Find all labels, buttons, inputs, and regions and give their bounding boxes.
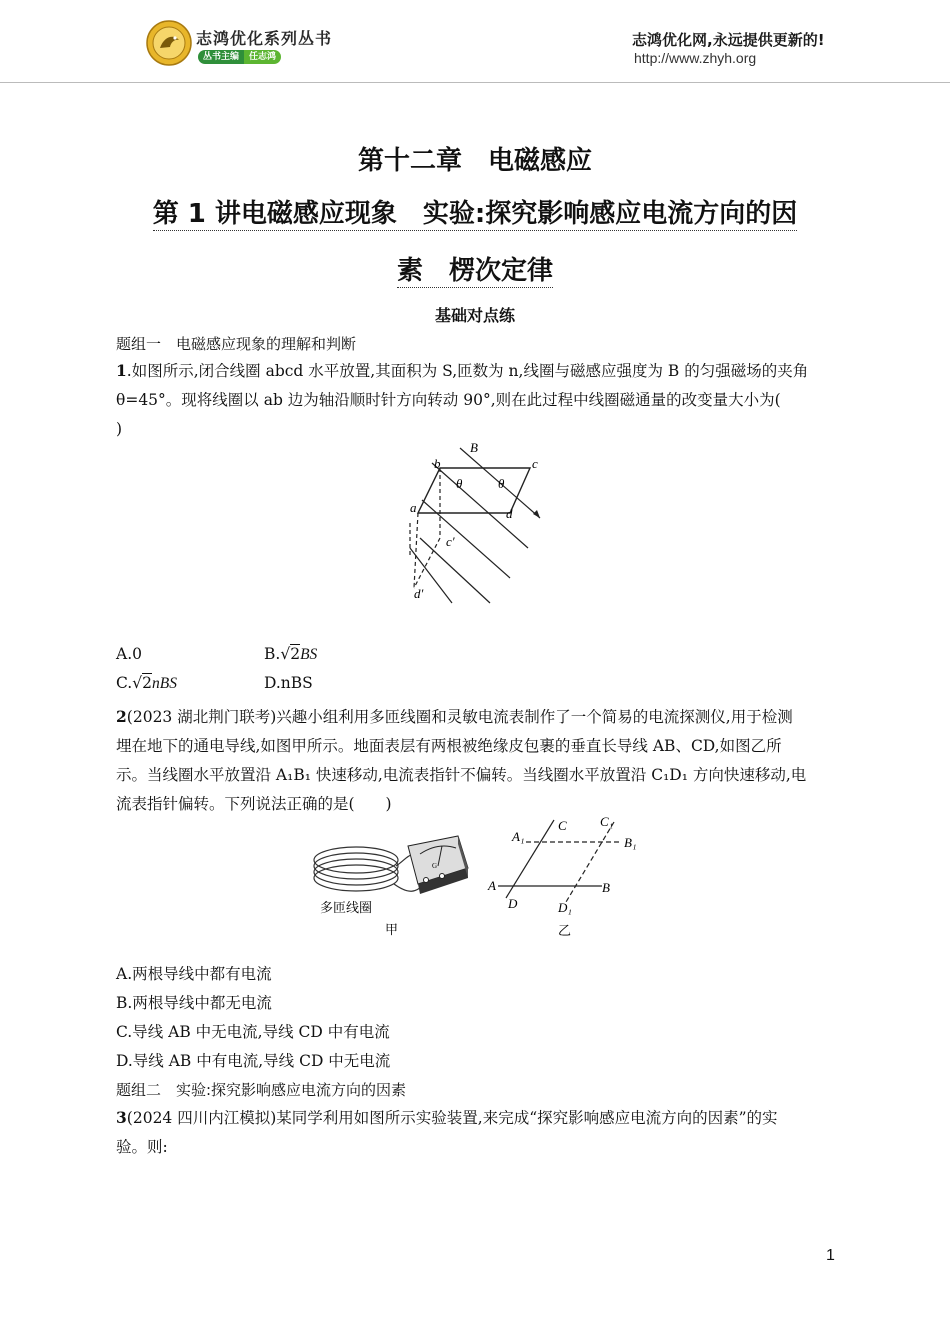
editor-name: 任志鸿 [244,50,281,64]
q2-stem-line4: 流表指针偏转。下列说法正确的是( ) [116,795,392,813]
label-D1: D₁ [558,900,572,915]
label-a: a [410,500,417,515]
section-title: 基础对点练 [434,306,515,325]
fig-jia-label: 甲 [385,922,399,937]
label-d: d [506,506,513,521]
label-B1: B₁ [624,835,637,850]
site-url[interactable]: http://www.zhyh.org [634,50,757,66]
coil-abcd [418,468,530,513]
q3-source: (2024 四川内江模拟) [126,1109,277,1127]
field-line [420,538,490,603]
q2-stem-line2: 埋在地下的通电导线,如图甲所示。地面表层有两根被绝缘皮包裹的垂直长导线 AB、CD,如图乙所 [116,737,782,755]
q1-stem-line2: θ=45°。现将线圈以 ab 边为轴沿顺时针方向转动 90°,则在此过程中线圈磁通量的改变量大小为( [116,391,781,409]
coil-caption: 多匝线圈 [320,900,373,915]
label-c: c [532,456,538,471]
page-number: 1 [826,1247,835,1264]
q1-stem-line1: .如图所示,闭合线圈 abcd 水平放置,其面积为 S,匝数为 n,线圈与磁感应强度为 B 的匀强磁场的夹角 [126,362,809,380]
question-1 [116,356,836,444]
question-2 [116,702,836,819]
label-b: b [434,456,441,471]
fig-yi-label: 乙 [558,923,572,938]
q1-option-b[interactable]: B.√2BS [264,645,318,663]
q2-option-b[interactable]: B.两根导线中都无电流 [116,994,272,1012]
field-line [422,500,510,578]
coil-rotated-edge [414,513,418,588]
coil-turn [314,859,398,885]
question-3 [116,1103,836,1162]
slogan: 志鸿优化网,永远提供更新的! [632,31,825,49]
group1-title: 题组一 电磁感应现象的理解和判断 [116,335,357,353]
label-C: C [558,818,567,833]
label-B: B [470,440,478,455]
editor-label: 丛书主编 [198,50,244,64]
q1-figure [400,438,560,608]
q1-option-a[interactable]: A.0 [116,645,142,663]
q2-option-d[interactable]: D.导线 AB 中有电流,导线 CD 中无电流 [116,1052,391,1070]
q2-stem-line1: 兴趣小组利用多匝线圈和灵敏电流表制作了一个简易的电流探测仪,用于检测 [276,708,793,726]
header-divider [0,82,950,83]
lesson-title [125,186,825,300]
editor-tag [198,50,281,64]
q1-number: 1 [116,361,127,380]
q1-option-c[interactable]: C.√2nBS [116,674,177,692]
q2-figure-jia [308,828,478,940]
lesson-title-line1: 第 1 讲电磁感应现象 实验:探究影响感应电流方向的因 [152,199,798,229]
coil-turn [314,853,398,879]
q2-stem-line3: 示。当线圈水平放置沿 A₁B₁ 快速移动,电流表指针不偏转。当线圈水平放置沿 C₁D₁ 方向快速移动,电 [116,766,807,784]
q3-number: 3 [116,1108,127,1127]
q1-option-d[interactable]: D.nBS [264,674,313,692]
label-B: B [602,880,610,895]
q2-number: 2 [116,707,127,726]
label-c-prime: c′ [446,534,455,549]
q2-source: (2023 湖北荆门联考) [126,708,277,726]
lesson-title-line2: 素 楞次定律 [396,256,553,286]
label-D: D [508,896,518,911]
q2-figure-yi [484,810,644,942]
meter-letter: G [432,862,438,870]
publisher-logo [146,20,192,66]
galvanometer [408,836,468,894]
series-title: 志鸿优化系列丛书 [196,29,333,48]
coil-turn [314,865,398,891]
field-arrowhead [533,510,540,518]
q2-option-a[interactable]: A.两根导线中都有电流 [116,965,272,983]
label-d-prime: d′ [414,586,424,601]
group2-title: 题组二 实验:探究影响感应电流方向的因素 [116,1081,407,1099]
label-A: A [488,878,496,893]
q3-stem-line2: 验。则: [116,1138,168,1156]
q3-stem-line1: 某同学利用如图所示实验装置,来完成“探究影响感应电流方向的因素”的实 [276,1109,778,1127]
label-A1: A₁ [512,829,525,844]
q2-option-c[interactable]: C.导线 AB 中无电流,导线 CD 中有电流 [116,1023,390,1041]
label-theta-1: θ [456,476,463,491]
coil-rotated-edge [414,538,440,588]
chapter-title: 第十二章 电磁感应 [357,146,592,176]
label-theta-2: θ [498,476,505,491]
q2-options [116,960,836,1076]
q1-stem-line3: ) [116,420,123,438]
label-C1: C₁ [600,814,614,829]
